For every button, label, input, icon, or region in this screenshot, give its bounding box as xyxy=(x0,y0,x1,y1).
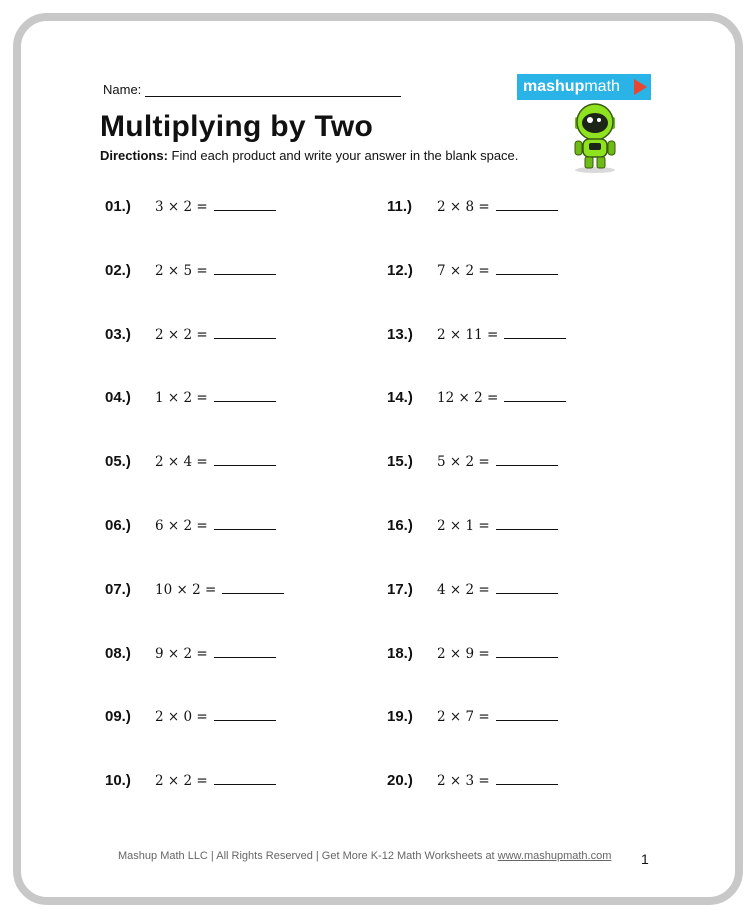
problem-expression: 2 × 3 = xyxy=(437,773,490,790)
problem-expression: 7 × 2 = xyxy=(437,262,490,279)
problem-expression: 2 × 2 = xyxy=(155,773,208,790)
answer-blank[interactable] xyxy=(214,455,276,466)
problem-number: 16.) xyxy=(387,517,413,534)
answer-blank[interactable] xyxy=(496,264,558,275)
page-number: 1 xyxy=(641,851,649,867)
mashupmath-logo xyxy=(517,74,651,100)
problem-item xyxy=(387,198,558,215)
answer-blank[interactable] xyxy=(496,710,558,721)
problem-item xyxy=(387,581,558,598)
problem-number: 19.) xyxy=(387,708,413,726)
name-line[interactable] xyxy=(145,83,401,97)
footer xyxy=(118,850,611,862)
problem-expression: 2 × 4 = xyxy=(155,454,208,471)
answer-blank[interactable] xyxy=(214,519,276,530)
problem-expression: 12 × 2 = xyxy=(437,390,499,407)
problem-number: 07.) xyxy=(105,580,131,598)
problem-expression: 2 × 11 = xyxy=(437,326,499,343)
answer-blank[interactable] xyxy=(496,455,558,466)
problem-item xyxy=(387,708,558,725)
problem-expression: 2 × 2 = xyxy=(155,326,208,343)
problem-item xyxy=(387,389,566,406)
problem-expression: 9 × 2 = xyxy=(155,645,208,662)
problem-item xyxy=(387,262,558,279)
directions-label: Directions: xyxy=(100,148,168,163)
problem-number: 14.) xyxy=(387,389,413,407)
problem-item xyxy=(105,262,276,279)
problem-item xyxy=(105,453,276,470)
problem-item xyxy=(105,772,276,789)
problem-expression: 2 × 9 = xyxy=(437,645,490,662)
answer-blank[interactable] xyxy=(214,647,276,658)
logo-part1: mashup xyxy=(523,78,585,95)
problem-expression: 2 × 0 = xyxy=(155,709,208,726)
problem-number: 08.) xyxy=(105,644,131,662)
problem-expression: 2 × 8 = xyxy=(437,199,490,215)
answer-blank[interactable] xyxy=(214,774,276,785)
problem-item xyxy=(105,517,276,534)
problem-item xyxy=(387,517,558,534)
answer-blank[interactable] xyxy=(496,583,558,594)
answer-blank[interactable] xyxy=(214,328,276,339)
problem-number: 12.) xyxy=(387,261,413,279)
problem-expression: 3 × 2 = xyxy=(155,199,208,215)
problem-number: 15.) xyxy=(387,453,413,471)
problem-expression: 1 × 2 = xyxy=(155,390,208,407)
problem-number: 20.) xyxy=(387,772,413,790)
problem-number: 10.) xyxy=(105,772,131,790)
problem-number: 06.) xyxy=(105,517,131,534)
answer-blank[interactable] xyxy=(222,583,284,594)
problem-number: 02.) xyxy=(105,261,131,279)
answer-blank[interactable] xyxy=(214,391,276,402)
problem-number: 11.) xyxy=(387,198,413,215)
problem-item xyxy=(387,326,566,343)
answer-blank[interactable] xyxy=(496,774,558,785)
problem-expression: 2 × 1 = xyxy=(437,518,490,534)
problem-number: 04.) xyxy=(105,389,131,407)
problem-item xyxy=(105,389,276,406)
name-label: Name: xyxy=(103,82,142,97)
problem-expression: 5 × 2 = xyxy=(437,454,490,471)
answer-blank[interactable] xyxy=(496,647,558,658)
problem-number: 13.) xyxy=(387,325,413,343)
problem-item xyxy=(387,772,558,789)
problem-item xyxy=(105,198,276,215)
problem-number: 18.) xyxy=(387,644,413,662)
logo-part2: math xyxy=(584,78,620,95)
robot-mascot-icon xyxy=(565,98,625,174)
footer-text: Mashup Math LLC | All Rights Reserved | Get More K-12 Math Worksheets at xyxy=(118,850,498,862)
directions xyxy=(100,148,518,163)
footer-link[interactable]: www.mashupmath.com xyxy=(497,850,612,862)
problem-item xyxy=(387,453,558,470)
directions-text: Find each product and write your answer in the blank space. xyxy=(171,148,519,163)
name-row xyxy=(103,82,401,97)
problem-number: 09.) xyxy=(105,708,131,726)
answer-blank[interactable] xyxy=(214,264,276,275)
problem-item xyxy=(105,708,276,725)
problem-expression: 2 × 7 = xyxy=(437,709,490,726)
problem-item xyxy=(387,645,558,662)
problem-number: 05.) xyxy=(105,453,131,471)
problem-expression: 2 × 5 = xyxy=(155,262,208,279)
problem-expression: 6 × 2 = xyxy=(155,518,208,534)
problem-item xyxy=(105,645,276,662)
answer-blank[interactable] xyxy=(496,519,558,530)
problem-number: 01.) xyxy=(105,198,131,215)
page-title: Multiplying by Two xyxy=(100,110,374,143)
play-arrow-icon xyxy=(634,79,647,95)
answer-blank[interactable] xyxy=(214,710,276,721)
problem-number: 03.) xyxy=(105,325,131,343)
problem-expression: 10 × 2 = xyxy=(155,581,217,598)
problem-item xyxy=(105,326,276,343)
answer-blank[interactable] xyxy=(496,200,558,211)
answer-blank[interactable] xyxy=(504,391,566,402)
problem-item xyxy=(105,581,284,598)
problem-number: 17.) xyxy=(387,580,413,598)
answer-blank[interactable] xyxy=(214,200,276,211)
problem-expression: 4 × 2 = xyxy=(437,581,490,598)
answer-blank[interactable] xyxy=(504,328,566,339)
